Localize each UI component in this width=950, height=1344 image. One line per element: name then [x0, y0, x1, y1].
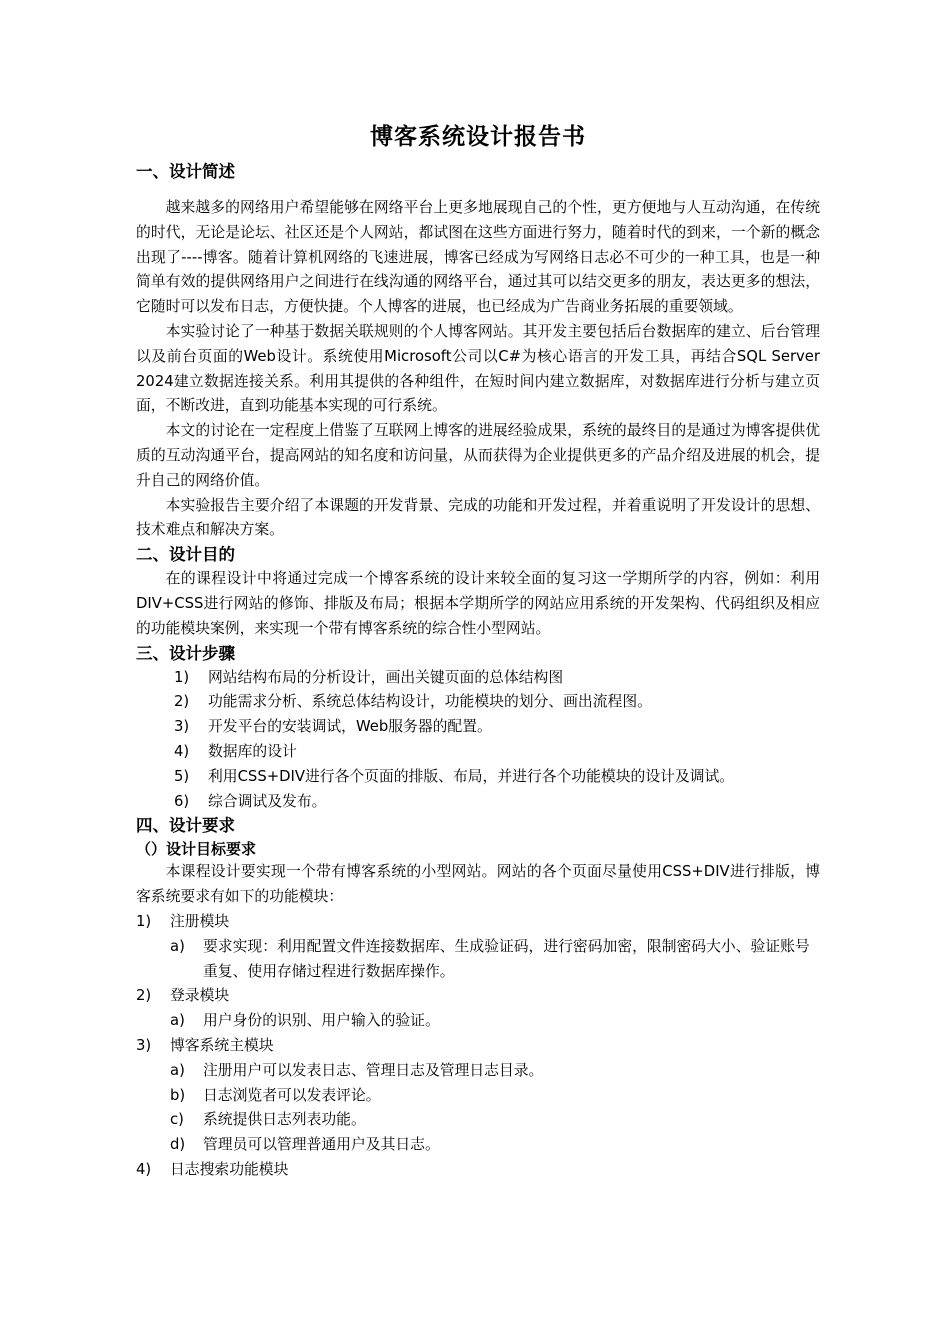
list-number: 1)	[136, 912, 152, 930]
modules-list	[136, 910, 820, 1183]
section-heading-requirements: 四、设计要求	[136, 816, 235, 836]
subsection-heading: （）设计目标要求	[136, 840, 257, 859]
list-item	[136, 690, 820, 715]
sub-text: 管理员可以管理普通用户及其日志。	[203, 1136, 440, 1154]
paragraph: 在的课程设计中将通过完成一个博客系统的设计来较全面的复习这一学期所学的内容，例如：利用DIV+CSS进行网站的修饰、排版及布局；根据本学期所学的网站应用系统的开发架构、代码组织及相应的功能模块案例，来实现一个带有博客系统的综合性小型网站。	[136, 570, 820, 637]
list-text: 利用CSS+DIV进行各个页面的排版、布局，并进行各个功能模块的设计及调试。	[208, 767, 735, 785]
list-number: 1)	[174, 668, 190, 686]
paragraph: 越来越多的网络用户希望能够在网络平台上更多地展现自己的个性，更方便地与人互动沟通，在传统的时代，无论是论坛、社区还是个人网站，都试图在这些方面进行努力，随着时代的到来，一个新的概念出现了----博客。随着计算机网络的飞速进展，博客已经成为写网络日志必不可少的一种工具，也是一种简单有效的提供网络用户之间进行在线沟通的网络平台，通过其可以结交更多的朋友，表达更多的想法，它随时可以发布日志，方便快捷。个人博客的进展，也已经成为广告商业务拓展的重要领域。	[136, 199, 820, 316]
module-name: 注册模块	[170, 912, 230, 930]
module-item	[136, 1158, 820, 1183]
sub-item	[170, 1084, 820, 1109]
sub-list	[136, 935, 820, 985]
document-title: 博客系统设计报告书	[370, 124, 586, 150]
paragraph: 本文的讨论在一定程度上借鉴了互联网上博客的进展经验成果，系统的最终目的是通过为博客提供优质的互动沟通平台，提高网站的知名度和访问量，从而获得为企业提供更多的产品介绍及进展的机会，提升自己的网络价值。	[136, 422, 820, 489]
sub-item	[170, 935, 820, 985]
section-heading-steps: 三、设计步骤	[136, 643, 235, 663]
sub-item	[170, 1108, 820, 1133]
sub-number: d)	[170, 1136, 186, 1154]
list-text: 开发平台的安装调试，Web服务器的配置。	[208, 718, 492, 736]
list-number: 2)	[136, 987, 152, 1005]
list-item	[136, 790, 820, 815]
module-item	[136, 1034, 820, 1158]
module-item	[136, 910, 820, 984]
sub-text: 日志浏览者可以发表评论。	[203, 1086, 381, 1104]
paragraph: 本课程设计要实现一个带有博客系统的小型网站。网站的各个页面尽量使用CSS+DIV进行排版，博客系统要求有如下的功能模块：	[136, 863, 820, 906]
document-page	[136, 118, 820, 1183]
module-name: 博客系统主模块	[170, 1036, 274, 1054]
list-item	[136, 765, 820, 790]
list-text: 综合调试及发布。	[208, 792, 327, 810]
module-name: 登录模块	[170, 987, 230, 1005]
steps-list	[136, 666, 820, 815]
list-number: 5)	[174, 767, 190, 785]
sub-item	[170, 1133, 820, 1158]
list-item	[136, 666, 820, 691]
paragraph: 本实验报告主要介绍了本课题的开发背景、完成的功能和开发过程，并着重说明了开发设计的思想、技术难点和解决方案。	[136, 496, 820, 539]
list-number: 3)	[174, 718, 190, 736]
list-text: 数据库的设计	[208, 742, 297, 760]
sub-list	[136, 1059, 820, 1158]
sub-text: 注册用户可以发表日志、管理日志及管理日志目录。	[203, 1061, 544, 1079]
module-name: 日志搜索功能模块	[170, 1160, 289, 1178]
sub-number: a)	[170, 1061, 185, 1079]
list-item	[136, 740, 820, 765]
sub-number: b)	[170, 1086, 186, 1104]
paragraph: 本实验讨论了一种基于数据关联规则的个人博客网站。其开发主要包括后台数据库的建立、后台管理以及前台页面的Web设计。系统使用Microsoft公司以C#为核心语言的开发工具，再结合SQL Server 2024建立数据连接关系。利用其提供的各种组件，在短时间内建立数据库，对数据库进行分析与建立页面，不断改进，直到功能基本实现的可行系统。	[136, 322, 820, 415]
sub-text: 用户身份的识别、用户输入的验证。	[203, 1012, 440, 1030]
sub-number: c)	[170, 1111, 184, 1129]
list-number: 3)	[136, 1036, 152, 1054]
sub-number: a)	[170, 937, 185, 955]
list-text: 功能需求分析、系统总体结构设计，功能模块的划分、画出流程图。	[208, 693, 652, 711]
sub-text: 系统提供日志列表功能。	[203, 1111, 366, 1129]
sub-item	[170, 1009, 820, 1034]
list-text: 网站结构布局的分析设计，画出关键页面的总体结构图	[208, 668, 564, 686]
list-item	[136, 715, 820, 740]
section-heading-overview: 一、设计简述	[136, 162, 235, 181]
list-number: 4)	[174, 742, 190, 760]
sub-item	[170, 1059, 820, 1084]
sub-list	[136, 1009, 820, 1034]
list-number: 6)	[174, 792, 190, 810]
list-number: 4)	[136, 1160, 152, 1178]
sub-text: 要求实现：利用配置文件连接数据库、生成验证码，进行密码加密，限制密码大小、验证账号重复、使用存储过程进行数据库操作。	[203, 937, 810, 980]
sub-number: a)	[170, 1012, 185, 1030]
list-number: 2)	[174, 693, 190, 711]
module-item	[136, 984, 820, 1034]
section-heading-purpose: 二、设计目的	[136, 545, 235, 565]
